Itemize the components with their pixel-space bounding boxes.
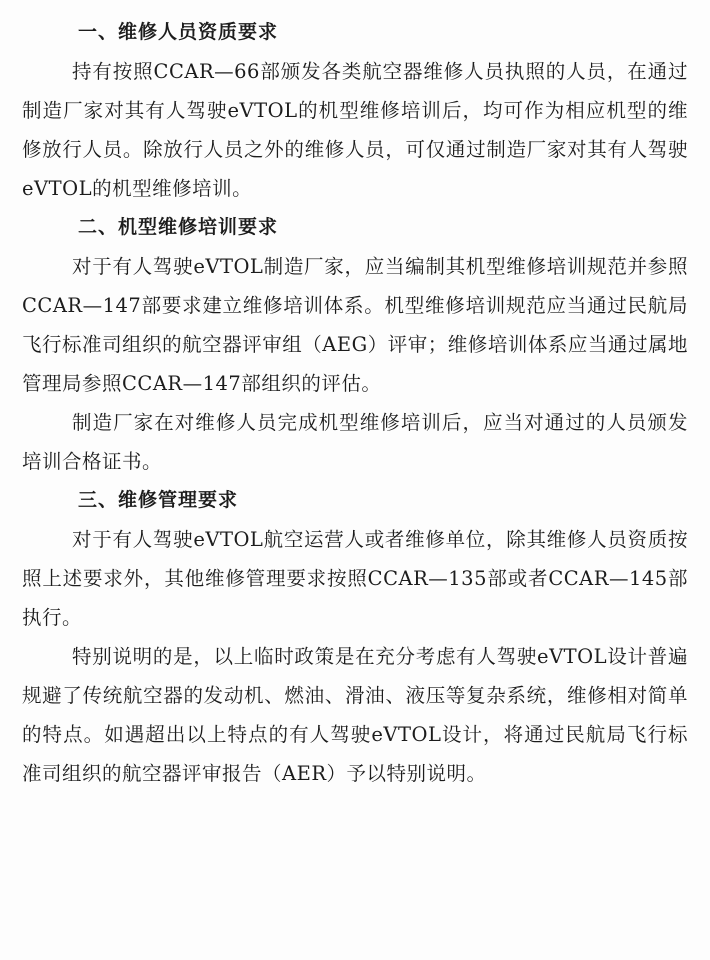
section-heading-maintenance-management: 三、维修管理要求 — [78, 489, 239, 511]
paragraph-training-spec: 对于有人驾驶eVTOL制造厂家，应当编制其机型维修培训规范并参照CCAR—147部要求建立维修培训体系。机型维修培训规范应当通过民航局飞行标准司组织的航空器评审组（AEG）评审；维修培训体系应当通过属地管理局参照CCAR—147部组织的评估。 — [22, 255, 688, 395]
paragraph-maintenance-rules: 对于有人驾驶eVTOL航空运营人或者维修单位，除其维修人员资质按照上述要求外，其他维修管理要求按照CCAR—135部或者CCAR—145部执行。 — [22, 528, 688, 629]
paragraph-training-certificate: 制造厂家在对维修人员完成机型维修培训后，应当对通过的人员颁发培训合格证书。 — [22, 411, 688, 473]
section-heading-type-training: 二、机型维修培训要求 — [78, 216, 279, 238]
section-heading-personnel-qualification: 一、维修人员资质要求 — [78, 21, 279, 43]
document-body — [22, 13, 688, 793]
paragraph-personnel-qualification: 持有按照CCAR—66部颁发各类航空器维修人员执照的人员，在通过制造厂家对其有人驾驶eVTOL的机型维修培训后，均可作为相应机型的维修放行人员。除放行人员之外的维修人员，可仅通过制造厂家对其有人驾驶eVTOL的机型维修培训。 — [22, 60, 688, 200]
paragraph-special-note: 特别说明的是，以上临时政策是在充分考虑有人驾驶eVTOL设计普遍规避了传统航空器的发动机、燃油、滑油、液压等复杂系统，维修相对简单的特点。如遇超出以上特点的有人驾驶eVTOL设计，将通过民航局飞行标准司组织的航空器评审报告（AER）予以特别说明。 — [22, 645, 688, 785]
